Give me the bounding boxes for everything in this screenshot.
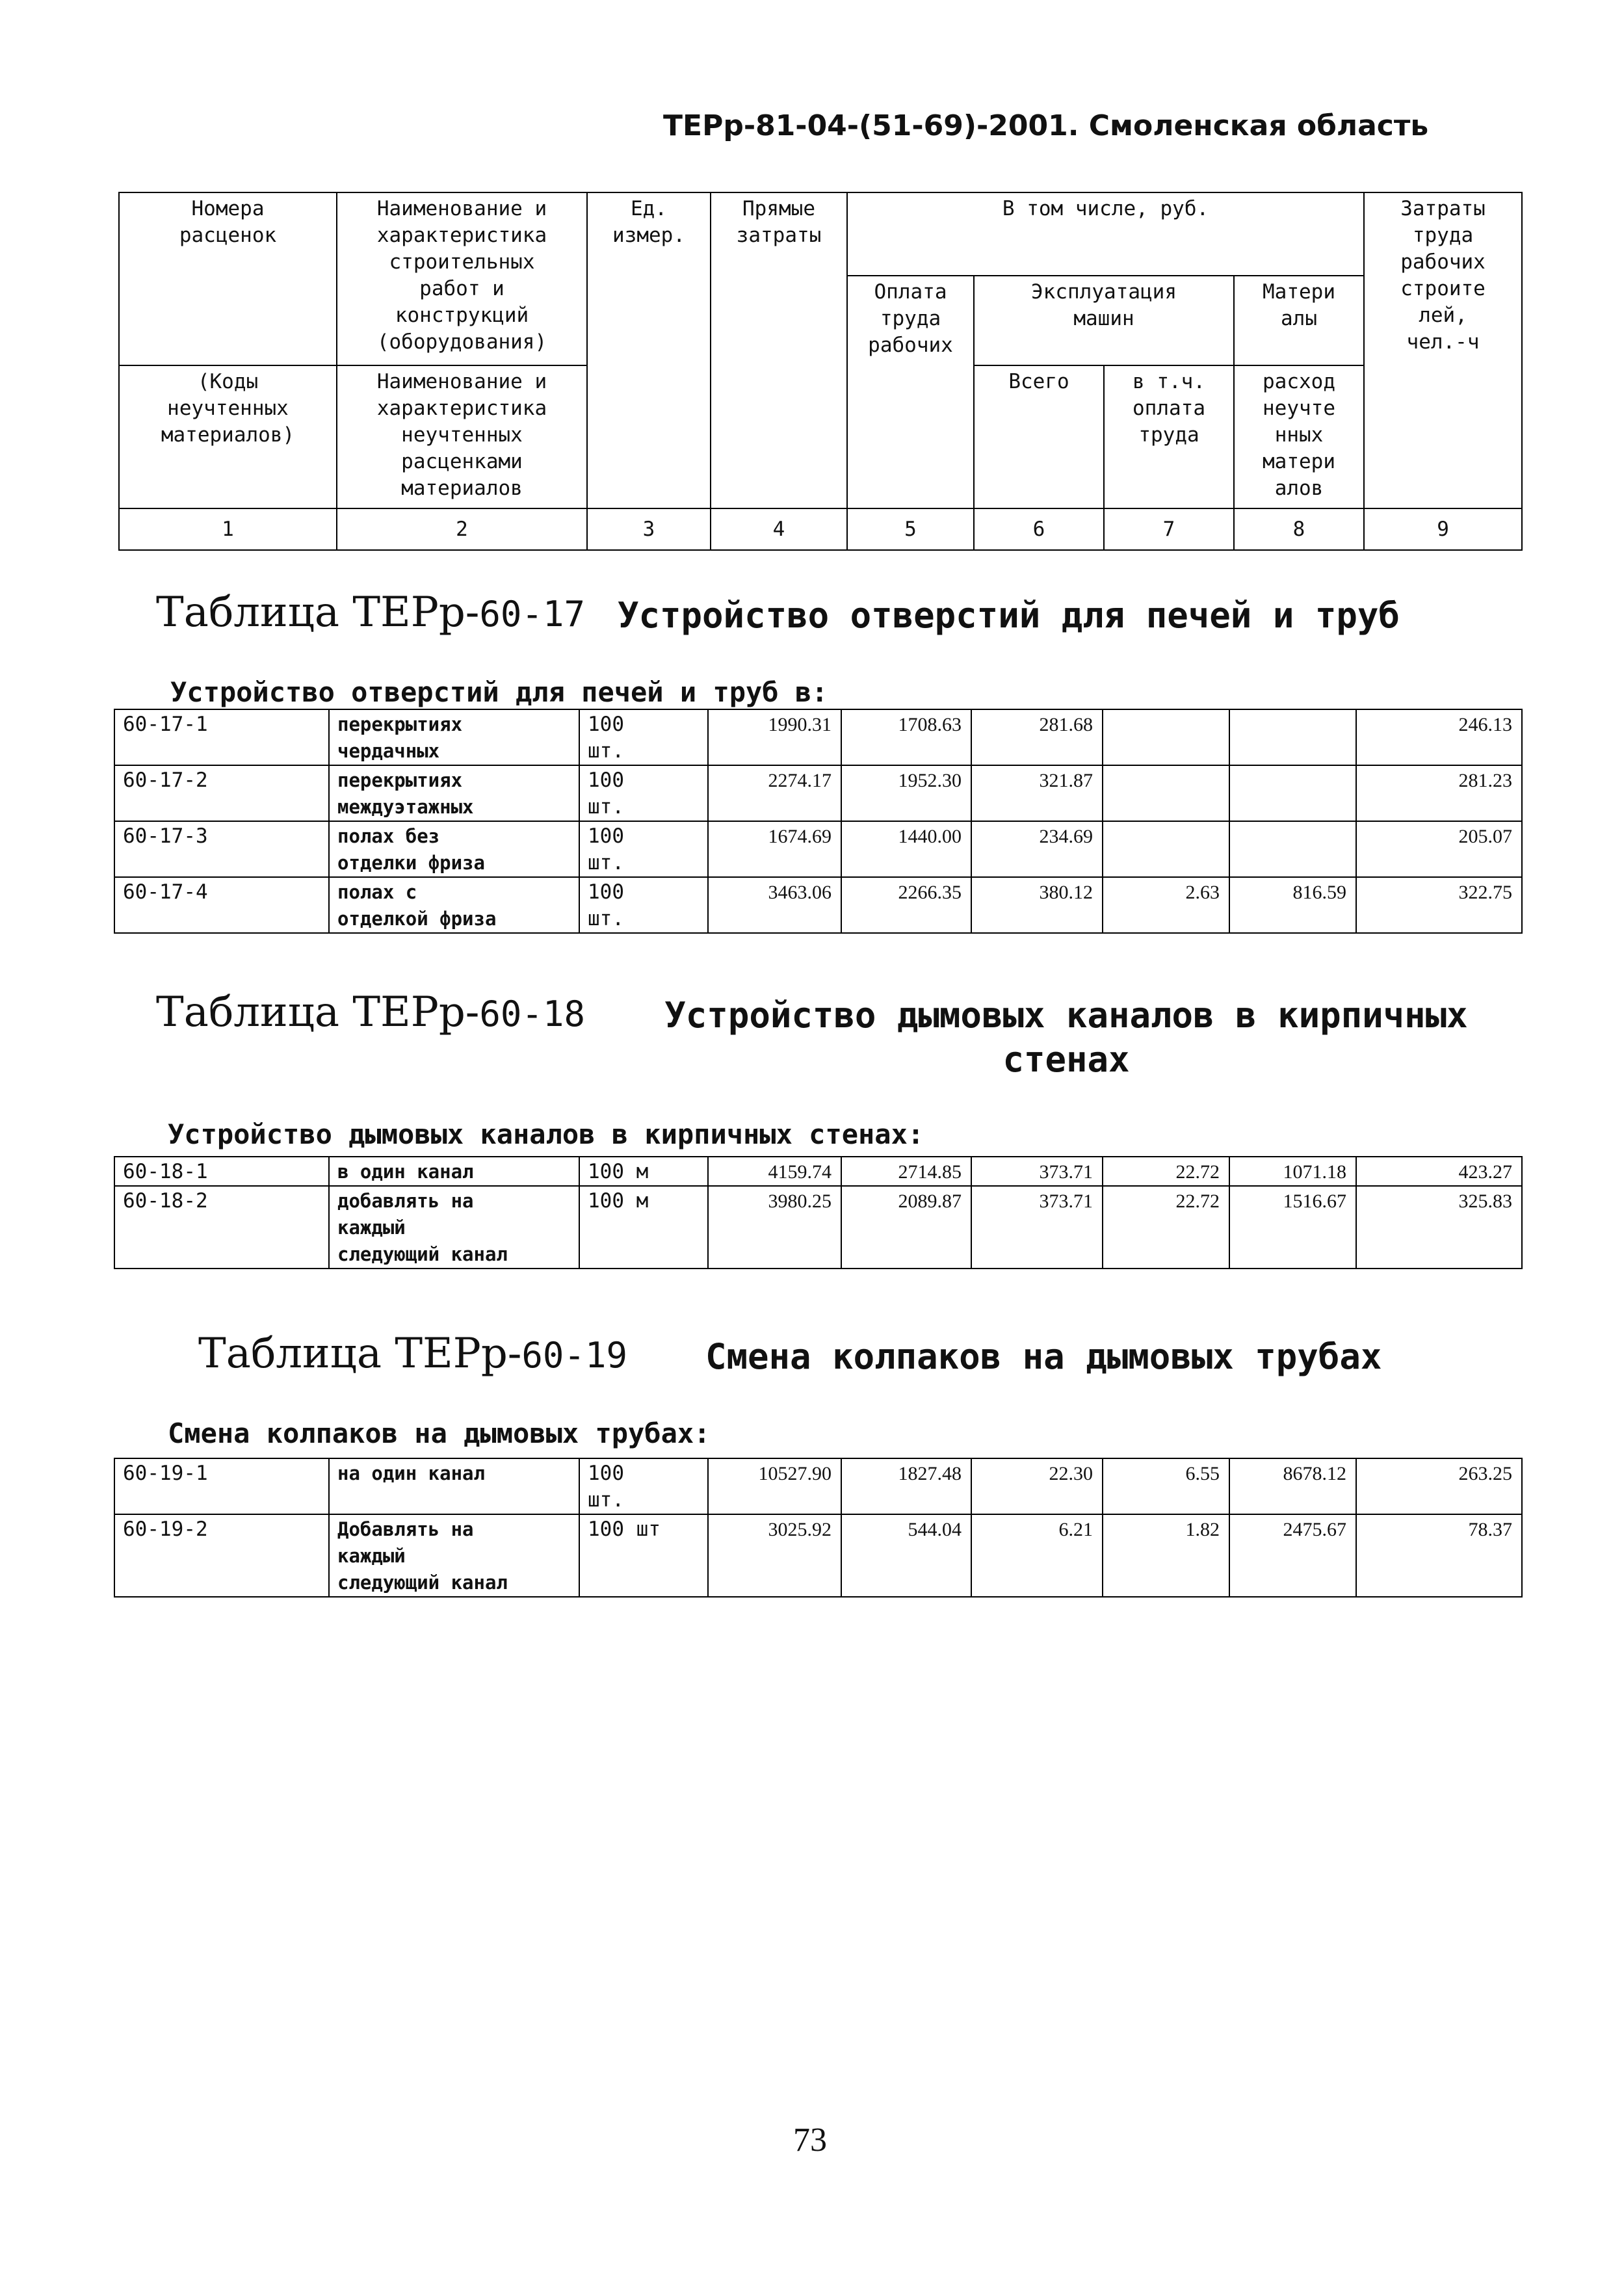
table-code: 60-17 [479, 594, 585, 635]
header-including: В том числе, руб. [847, 192, 1364, 276]
table-title [156, 988, 1468, 1080]
header-labor-pay: Оплата труда рабочих [847, 276, 974, 508]
cell-direct-costs: 10527.90 [708, 1458, 841, 1514]
cell-labor-pay: 1440.00 [841, 821, 971, 877]
cell-labor-hours: 322.75 [1356, 877, 1522, 933]
cell-labor-pay: 1827.48 [841, 1458, 971, 1514]
cell-materials: 816.59 [1229, 877, 1356, 933]
cell-machines-total: 234.69 [971, 821, 1103, 877]
column-number: 2 [337, 508, 587, 550]
cell-unit: 100 шт. [579, 821, 708, 877]
cell-work-name: перекрытиях междуэтажных [329, 765, 579, 821]
cell-machines-total: 22.30 [971, 1458, 1103, 1514]
table-caption: Смена колпаков на дымовых трубах [705, 1336, 1382, 1377]
cell-rate-code: 60-19-2 [114, 1514, 329, 1597]
table-row [114, 1514, 1522, 1597]
column-header-table [118, 192, 1523, 551]
cell-materials: 2475.67 [1229, 1514, 1356, 1597]
table-label: Таблица ТЕРр- [156, 988, 480, 1036]
header-codes: Номера расценок [119, 192, 337, 365]
cell-direct-costs: 3980.25 [708, 1186, 841, 1269]
cell-labor-hours: 78.37 [1356, 1514, 1522, 1597]
cell-rate-code: 60-17-1 [114, 709, 329, 765]
cell-labor-hours: 325.83 [1356, 1186, 1522, 1269]
table-row [114, 1157, 1522, 1186]
table-row [114, 765, 1522, 821]
cell-labor-pay: 2089.87 [841, 1186, 971, 1269]
cell-unit: 100 м [579, 1186, 708, 1269]
cell-machines-labor [1103, 765, 1229, 821]
cell-direct-costs: 3025.92 [708, 1514, 841, 1597]
header-materials: Матери алы [1234, 276, 1364, 365]
cell-work-name: Добавлять на каждый следующий канал [329, 1514, 579, 1597]
cell-materials [1229, 709, 1356, 765]
cell-machines-labor: 2.63 [1103, 877, 1229, 933]
cell-machines-total: 373.71 [971, 1157, 1103, 1186]
column-number: 5 [847, 508, 974, 550]
header-machines-total: Всего [974, 365, 1104, 508]
cell-machines-labor [1103, 821, 1229, 877]
cell-machines-total: 6.21 [971, 1514, 1103, 1597]
column-number: 4 [711, 508, 847, 550]
header-machines-labor: в т.ч. оплата труда [1104, 365, 1234, 508]
cell-work-name: полах без отделки фриза [329, 821, 579, 877]
header-material-usage: расход неучте нных матери алов [1234, 365, 1364, 508]
cell-machines-total: 380.12 [971, 877, 1103, 933]
table-label: Таблица ТЕРр- [156, 588, 480, 637]
cell-direct-costs: 1674.69 [708, 821, 841, 877]
cell-rate-code: 60-17-4 [114, 877, 329, 933]
cell-labor-hours: 205.07 [1356, 821, 1522, 877]
cell-materials: 1516.67 [1229, 1186, 1356, 1269]
cell-labor-hours: 281.23 [1356, 765, 1522, 821]
table-row [114, 1186, 1522, 1269]
cell-unit: 100 шт. [579, 765, 708, 821]
table-title [156, 588, 1400, 637]
table-caption: Устройство отверстий для печей и труб [618, 595, 1400, 636]
cell-work-name: перекрытиях чердачных [329, 709, 579, 765]
page-number: 73 [793, 2122, 827, 2159]
cell-materials: 1071.18 [1229, 1157, 1356, 1186]
header-work-name: Наименование и характеристика строительных работ и конструкций (оборудования) [337, 192, 587, 365]
cell-labor-pay: 544.04 [841, 1514, 971, 1597]
cell-unit: 100 м [579, 1157, 708, 1186]
cell-work-name: в один канал [329, 1157, 579, 1186]
table-code: 60-19 [521, 1335, 627, 1376]
header-material-names: Наименование и характеристика неучтенных расценками материалов [337, 365, 587, 508]
column-number: 9 [1364, 508, 1522, 550]
cell-unit: 100 шт. [579, 877, 708, 933]
cell-labor-pay: 2714.85 [841, 1157, 971, 1186]
table-subtitle: Смена колпаков на дымовых трубах: [168, 1417, 711, 1449]
cell-work-name: добавлять на каждый следующий канал [329, 1186, 579, 1269]
running-head: ТЕРр-81-04-(51-69)-2001. Смоленская область [663, 109, 1429, 142]
header-material-codes: (Коды неучтенных материалов) [119, 365, 337, 508]
cell-unit: 100 шт [579, 1514, 708, 1597]
cell-machines-labor: 1.82 [1103, 1514, 1229, 1597]
column-number: 1 [119, 508, 337, 550]
cell-labor-pay: 1952.30 [841, 765, 971, 821]
cell-materials: 8678.12 [1229, 1458, 1356, 1514]
column-number: 7 [1104, 508, 1234, 550]
cell-materials [1229, 765, 1356, 821]
cell-machines-total: 373.71 [971, 1186, 1103, 1269]
table-60-17 [114, 709, 1523, 934]
table-code: 60-18 [479, 993, 585, 1034]
table-row [114, 877, 1522, 933]
header-direct-costs: Прямые затраты [711, 192, 847, 508]
cell-labor-hours: 246.13 [1356, 709, 1522, 765]
header-unit: Ед. измер. [587, 192, 711, 508]
table-title [198, 1330, 1382, 1378]
column-number: 6 [974, 508, 1104, 550]
header-labor-hours: Затраты труда рабочих строите лей, чел.-ч [1364, 192, 1522, 508]
cell-labor-pay: 1708.63 [841, 709, 971, 765]
cell-machines-total: 321.87 [971, 765, 1103, 821]
cell-machines-labor: 22.72 [1103, 1186, 1229, 1269]
cell-labor-hours: 263.25 [1356, 1458, 1522, 1514]
cell-direct-costs: 4159.74 [708, 1157, 841, 1186]
table-60-18 [114, 1156, 1523, 1269]
table-row [114, 1458, 1522, 1514]
cell-work-name: полах с отделкой фриза [329, 877, 579, 933]
cell-work-name: на один канал [329, 1458, 579, 1514]
cell-rate-code: 60-18-1 [114, 1157, 329, 1186]
cell-rate-code: 60-19-1 [114, 1458, 329, 1514]
cell-unit: 100 шт. [579, 1458, 708, 1514]
cell-materials [1229, 821, 1356, 877]
table-subtitle: Устройство отверстий для печей и труб в: [170, 676, 828, 708]
header-machines: Эксплуатация машин [974, 276, 1234, 365]
table-60-19 [114, 1458, 1523, 1598]
column-number: 3 [587, 508, 711, 550]
cell-labor-hours: 423.27 [1356, 1157, 1522, 1186]
cell-machines-labor: 6.55 [1103, 1458, 1229, 1514]
cell-direct-costs: 2274.17 [708, 765, 841, 821]
cell-direct-costs: 3463.06 [708, 877, 841, 933]
table-caption: Устройство дымовых каналов в кирпичных стенах [664, 995, 1468, 1080]
cell-rate-code: 60-17-3 [114, 821, 329, 877]
cell-machines-labor: 22.72 [1103, 1157, 1229, 1186]
cell-labor-pay: 2266.35 [841, 877, 971, 933]
cell-unit: 100 шт. [579, 709, 708, 765]
cell-machines-labor [1103, 709, 1229, 765]
column-number: 8 [1234, 508, 1364, 550]
table-label: Таблица ТЕРр- [198, 1330, 522, 1378]
cell-direct-costs: 1990.31 [708, 709, 841, 765]
cell-rate-code: 60-17-2 [114, 765, 329, 821]
table-subtitle: Устройство дымовых каналов в кирпичных стенах: [168, 1118, 924, 1150]
cell-machines-total: 281.68 [971, 709, 1103, 765]
table-row [114, 709, 1522, 765]
table-row [114, 821, 1522, 877]
cell-rate-code: 60-18-2 [114, 1186, 329, 1269]
